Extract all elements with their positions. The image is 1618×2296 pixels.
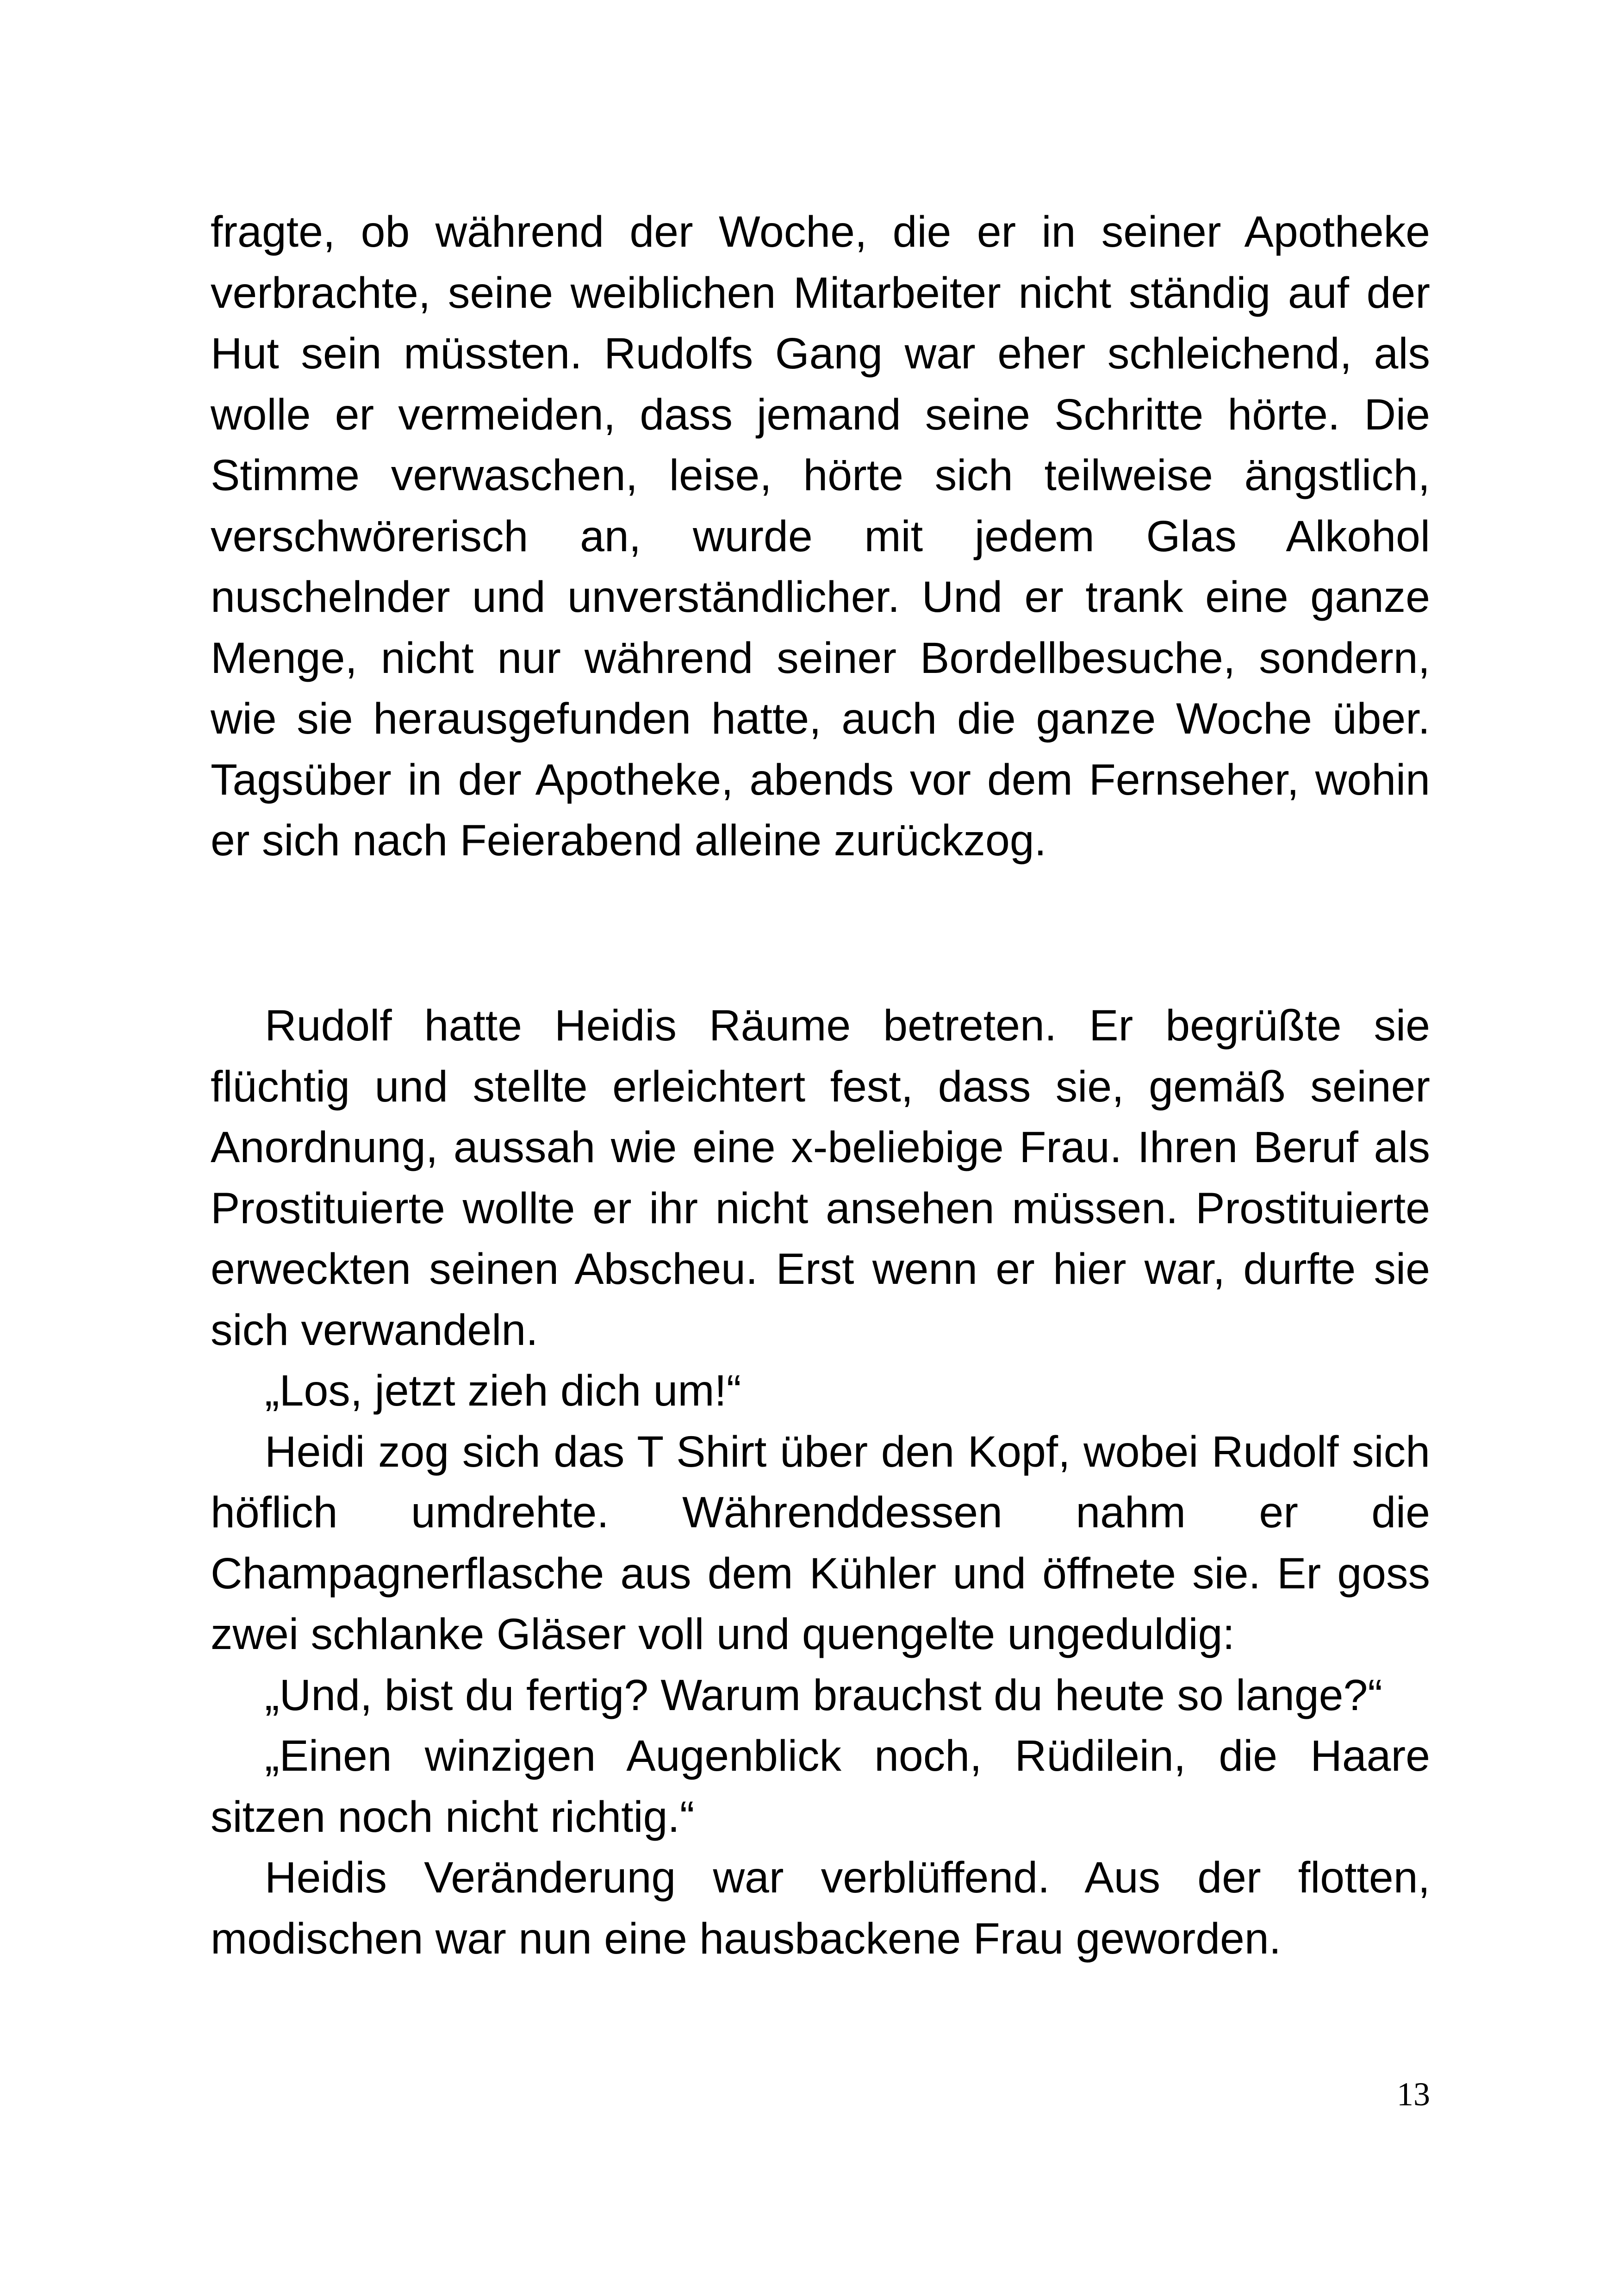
dialogue-paragraph: „Einen winzigen Augenblick noch, Rüdilein, die Haare sitzen noch nicht richtig.“	[211, 1731, 1430, 1842]
dialogue-paragraph: „Und, bist du fertig? Warum brauchst du heute so lange?“	[265, 1670, 1382, 1720]
text-section-1	[211, 202, 1430, 871]
paragraph: Heidi zog sich das T Shirt über den Kopf, wobei Rudolf sich höflich umdrehte. Währenddessen nahm er die Champagnerflasche aus dem Kühler und öffnete sie. Er goss zwei schlanke Gläser voll und quengelte ungeduldig:	[211, 1427, 1430, 1659]
text-section-2	[211, 996, 1430, 1969]
page-number: 13	[1397, 2076, 1430, 2113]
paragraph-continued: fragte, ob während der Woche, die er in seiner Apotheke verbrachte, seine weiblichen Mitarbeiter nicht ständig auf der Hut sein müssten. Rudolfs Gang war eher schleichend, als wolle er vermeiden, dass jemand seine Schritte hörte. Die Stimme verwaschen, leise, hörte sich teilweise ängstlich, verschwörerisch an, wurde mit jedem Glas Alkohol nuschelnder und unverständlicher. Und er trank eine ganze Menge, nicht nur während seiner Bordellbesuche, sondern, wie sie herausgefunden hatte, auch die ganze Woche über. Tagsüber in der Apotheke, abends vor dem Fernseher, wohin er sich nach Feierabend alleine zurückzog.	[211, 207, 1430, 865]
dialogue-paragraph: „Los, jetzt zieh dich um!“	[265, 1366, 741, 1415]
paragraph: Rudolf hatte Heidis Räume betreten. Er begrüßte sie flüchtig und stellte erleichtert fest, dass sie, gemäß seiner Anordnung, aussah wie eine x-beliebige Frau. Ihren Beruf als Prostituierte wollte er ihr nicht ansehen müssen. Prostituierte erweckten seinen Abscheu. Erst wenn er hier war, durfte sie sich verwandeln.	[211, 1001, 1430, 1355]
paragraph: Heidis Veränderung war verblüffend. Aus der flotten, modischen war nun eine hausbackene Frau geworden.	[211, 1853, 1430, 1963]
